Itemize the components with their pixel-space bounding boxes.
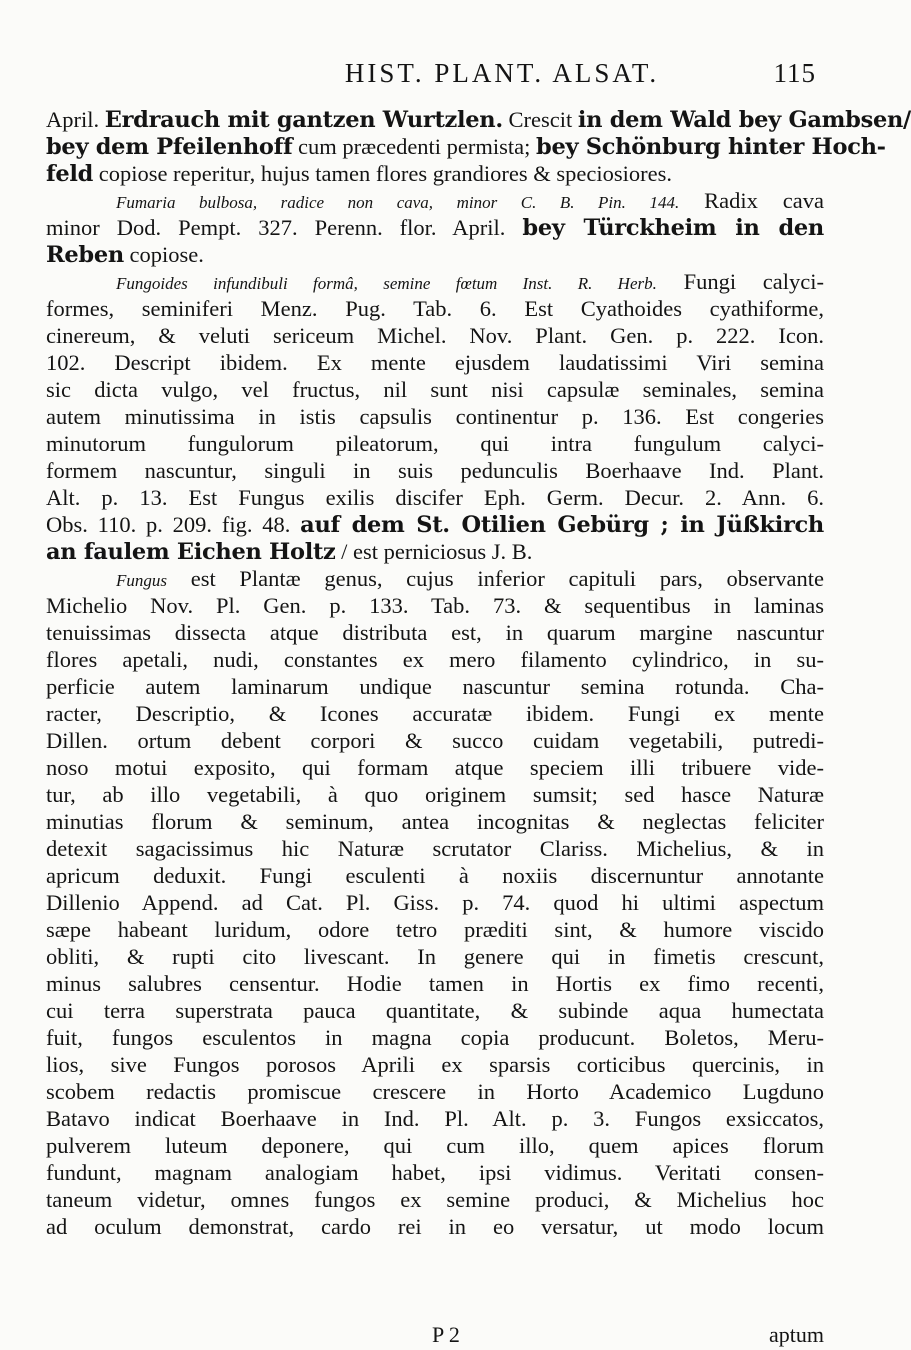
latin-text: apricum deduxit. Fungi esculenti à noxiis discernuntur annotante [46,863,824,888]
text-line [46,970,824,997]
text-line [46,727,824,754]
latin-text: copiose reperitur, hujus tamen flores grandiores & speciosiores. [93,161,673,186]
text-line [46,1159,824,1186]
running-title: HIST. PLANT. ALSAT. [344,58,660,88]
latin-text: obliti, & rupti cito livescant. In genere qui in fimetis crescunt, [46,944,824,969]
text-line [46,430,824,457]
text-line [46,349,824,376]
latin-text: minutorum fungulorum pileatorum, qui intra fungulum calyci- [46,431,824,456]
latin-text: autem minutissima in istis capsulis continentur p. 136. Est congeries [46,404,824,429]
signature-mark: P 2 [432,1322,460,1347]
page-number: 115 [773,58,816,88]
page-footer [46,1322,824,1349]
text-line [46,1213,824,1240]
entry-heading: Fumaria bulbosa, radice non cava, minor C. B. Pin. 144. [116,193,680,212]
latin-text: tenuissimas dissecta atque distributa est, in quarum margine nascuntur [46,620,824,645]
latin-text: / est perniciosus J. B. [335,539,533,564]
german-vernacular-text: bey dem Pfeilenhoff [46,134,293,160]
text-line [46,1186,824,1213]
entry-heading: Fungus [116,571,167,590]
text-line [46,1078,824,1105]
latin-text: fundunt, magnam analogiam habet, ipsi vidimus. Veritati consen- [46,1160,824,1185]
german-vernacular-text: in dem Wald bey Gambsen/ [577,107,911,133]
text-line [46,1132,824,1159]
german-vernacular-text: Erdrauch mit gantzen Wurtzlen. [104,107,503,133]
text-line [46,214,824,241]
text-line [46,754,824,781]
latin-text: fuit, fungos esculentos in magna copia producunt. Boletos, Meru- [46,1025,824,1050]
running-head [48,58,816,94]
german-vernacular-text: auf dem St. Otilien Gebürg ; in Jüßkirch [300,512,824,538]
text-line [46,160,824,187]
text-line [46,538,824,565]
latin-text: noso motui exposito, qui formam atque speciem illi tribuere vide- [46,755,824,780]
latin-text: flores apetali, nudi, constantes ex mero filamento cylindrico, in su- [46,647,824,672]
text-line [46,511,824,538]
latin-text: Alt. p. 13. Est Fungus exilis discifer Eph. Germ. Decur. 2. Ann. 6. [46,485,824,510]
text-line [46,565,824,592]
latin-text: scobem redactis promiscue crescere in Horto Academico Lugduno [46,1079,824,1104]
text-line [46,295,824,322]
latin-text: Obs. 110. p. 209. fig. 48. [46,512,301,537]
latin-text: racter, Descriptio, & Icones accuratæ ibidem. Fungi ex mente [46,701,824,726]
latin-text: detexit sagacissimus hic Naturæ scrutator Clariss. Michelius, & in [46,836,824,861]
latin-text: 102. Descript ibidem. Ex mente ejusdem laudatissimi Viri semina [46,350,824,375]
text-line [46,889,824,916]
text-line [46,619,824,646]
text-line [46,943,824,970]
latin-text: Crescit [502,107,578,132]
text-line [46,484,824,511]
entry-heading: Fungoides infundibuli formâ, semine fœtum Inst. R. Herb. [116,274,657,293]
text-line [46,592,824,619]
text-line [46,997,824,1024]
text-line [46,133,886,160]
text-line [46,808,824,835]
text-line [46,376,824,403]
latin-text: cinereum, & veluti sericeum Michel. Nov. Plant. Gen. p. 222. Icon. [46,323,824,348]
latin-text: copiose. [123,242,204,267]
german-vernacular-text: Reben [46,242,124,268]
latin-text: formem nascuntur, singuli in suis pedunculis Boerhaave Ind. Plant. [46,458,824,483]
latin-text: sæpe habeant luridum, odore tetro præditi sint, & humore viscido [46,917,824,942]
latin-text: est Plantæ genus, cujus inferior capituli pars, observante [167,566,824,591]
latin-text: taneum videtur, omnes fungos ex semine produci, & Michelius hoc [46,1187,824,1212]
text-line [46,1024,824,1051]
latin-text: cum præcedenti permista; [292,134,537,159]
latin-text: minutias florum & seminum, antea incognitas & neglectas feliciter [46,809,824,834]
german-vernacular-text: bey Schönburg hinter Hoch- [536,134,886,160]
text-line [46,700,824,727]
text-line [46,1051,824,1078]
latin-text: formes, seminiferi Menz. Pug. Tab. 6. Est Cyathoides cyathiforme, [46,296,824,321]
latin-text: ad oculum demonstrat, cardo rei in eo versatur, ut modo locum [46,1214,824,1239]
text-line [46,781,824,808]
latin-text: April. [46,107,105,132]
latin-text: tur, ab illo vegetabili, à quo originem sumsit; sed hasce Naturæ [46,782,824,807]
latin-text: cui terra superstrata pauca quantitate, & subinde aqua humectata [46,998,824,1023]
text-line [46,241,824,268]
body-text [46,106,911,1240]
text-line [46,835,824,862]
latin-text: Dillen. ortum debent corpori & succo cuidam vegetabili, putredi- [46,728,824,753]
latin-text: minor Dod. Pempt. 327. Perenn. flor. April. [46,215,523,240]
text-line [46,457,824,484]
text-line [46,862,824,889]
text-line [46,646,824,673]
text-line [46,106,911,133]
text-line [46,187,824,214]
german-vernacular-text: an faulem Eichen Holtz [46,539,336,565]
latin-text: Dillenio Append. ad Cat. Pl. Giss. p. 74. quod hi ultimi aspectum [46,890,824,915]
catchword: aptum [769,1322,824,1347]
german-vernacular-text: bey Türckheim in den [522,215,824,241]
text-line [46,1105,824,1132]
latin-text: Batavo indicat Boerhaave in Ind. Pl. Alt. p. 3. Fungos exsiccatos, [46,1106,824,1131]
german-vernacular-text: feld [46,161,94,187]
latin-text: Fungi calyci- [656,269,824,294]
latin-text: sic dicta vulgo, vel fructus, nil sunt nisi capsulæ seminales, semina [46,377,824,402]
text-line [46,403,824,430]
latin-text: pulverem luteum deponere, qui cum illo, quem apices florum [46,1133,824,1158]
text-line [46,268,824,295]
latin-text: Michelio Nov. Pl. Gen. p. 133. Tab. 73. & sequentibus in laminas [46,593,824,618]
latin-text: lios, sive Fungos porosos Aprili ex sparsis corticibus quercinis, in [46,1052,824,1077]
latin-text: minus salubres censentur. Hodie tamen in Hortis ex fimo recenti, [46,971,824,996]
text-line [46,673,824,700]
text-line [46,322,824,349]
latin-text: perficie autem laminarum undique nascuntur semina rotunda. Cha- [46,674,824,699]
latin-text: Radix cava [679,188,824,213]
text-line [46,916,824,943]
